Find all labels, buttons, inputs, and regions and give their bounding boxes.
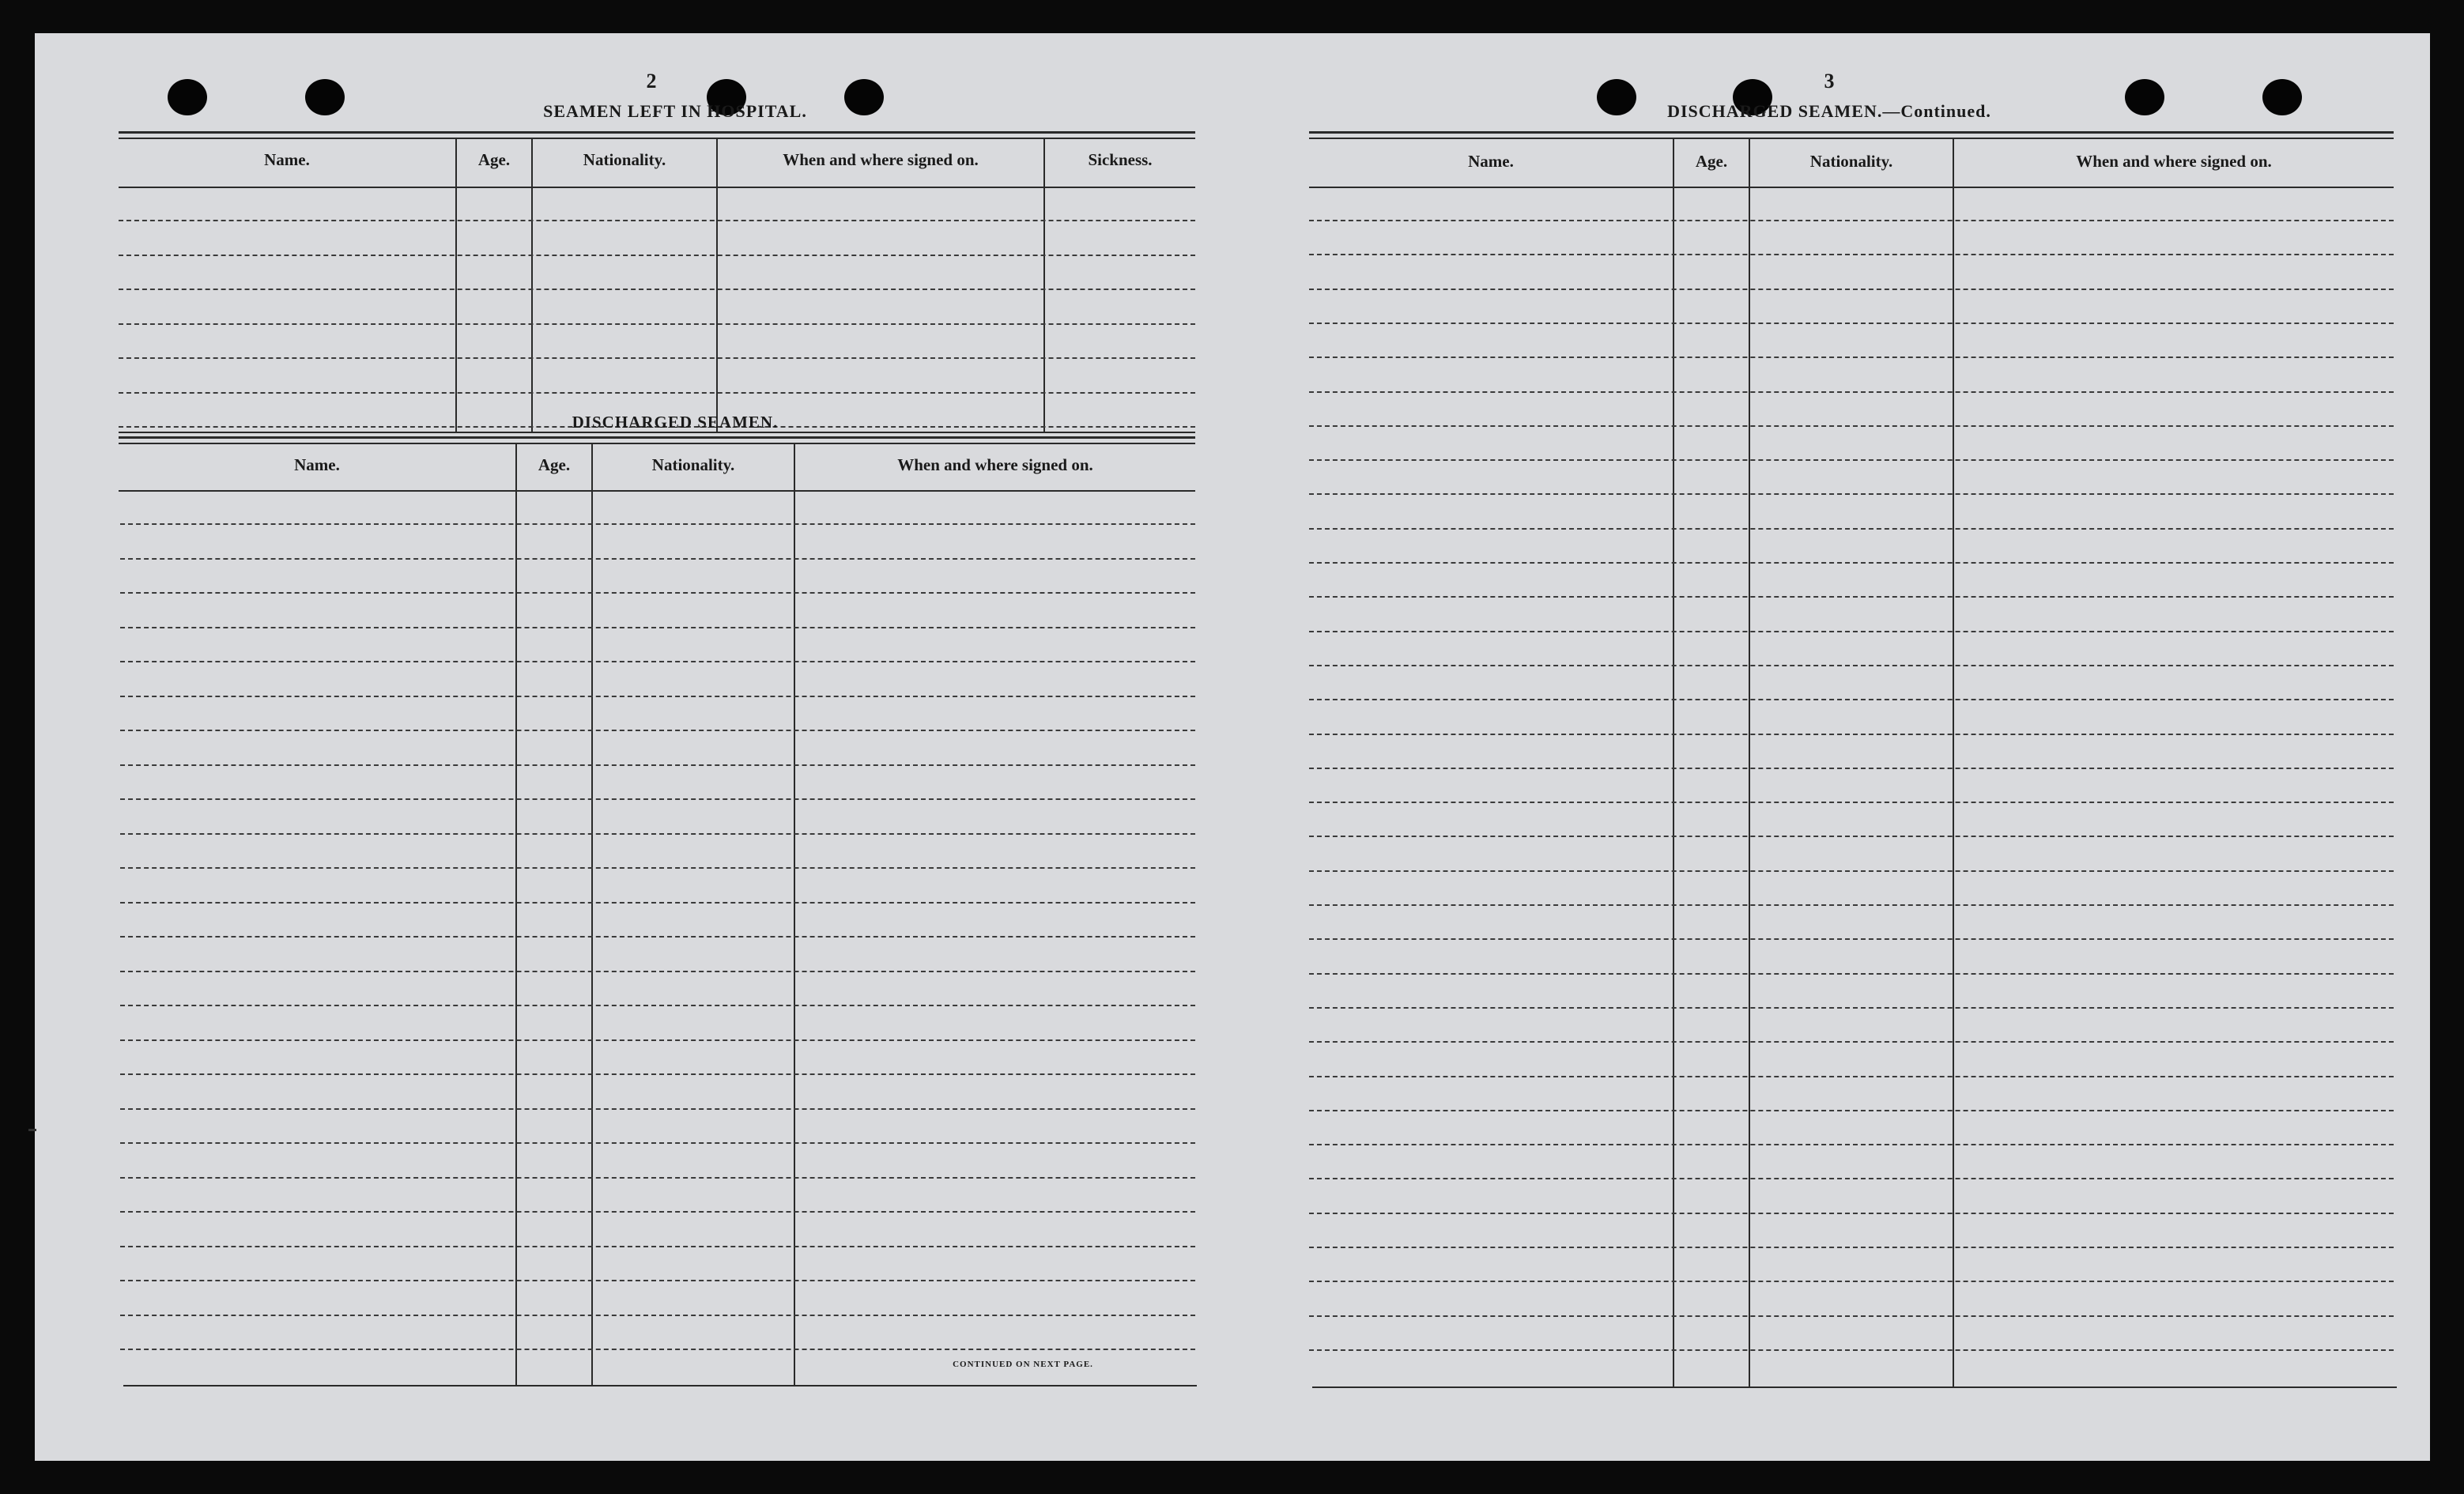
- ruled-line: [1309, 1349, 2394, 1351]
- ruled-line: [1309, 528, 2394, 530]
- col-header-name: Name.: [264, 150, 310, 169]
- ruled-line: [1309, 493, 2394, 495]
- ruled-line: [120, 1280, 1195, 1281]
- ruled-line: [1309, 870, 2394, 872]
- ruled-line: [1309, 1144, 2394, 1145]
- ruled-line: [1309, 1213, 2394, 1214]
- punch-hole: [2262, 79, 2302, 115]
- ruled-line: [119, 323, 1195, 325]
- ruled-line: [120, 1108, 1195, 1110]
- ruled-line: [119, 220, 1195, 221]
- col-header-age: Age.: [477, 150, 511, 169]
- col-header-name: Name.: [294, 455, 340, 474]
- discharged-section-title: DISCHARGED SEAMEN.: [572, 413, 779, 432]
- discharged-top-rule: [119, 436, 1195, 439]
- ruled-line: [120, 1142, 1195, 1144]
- ruled-line: [1309, 596, 2394, 598]
- ruled-line: [119, 392, 1195, 394]
- ruled-line: [120, 1005, 1195, 1006]
- ruled-line: [1309, 1281, 2394, 1282]
- ruled-line: [1309, 459, 2394, 461]
- ruled-line: [120, 764, 1195, 766]
- col-header-when-where: When and where signed on.: [897, 455, 1093, 474]
- ruled-line: [1309, 391, 2394, 393]
- ruled-line: [1309, 768, 2394, 769]
- ruled-line: [1309, 1247, 2394, 1248]
- ruled-line: [1309, 938, 2394, 940]
- ruled-line: [1309, 904, 2394, 906]
- ruled-line: [1309, 631, 2394, 632]
- ruled-line: [1309, 665, 2394, 666]
- ruled-line: [1309, 1110, 2394, 1111]
- ruled-line: [120, 867, 1195, 869]
- ruled-line: [1309, 699, 2394, 700]
- ruled-line: [120, 1315, 1195, 1316]
- ruled-line: [1309, 1178, 2394, 1179]
- ruled-line: [120, 1349, 1195, 1350]
- col-header-when-where: When and where signed on.: [2076, 152, 2272, 171]
- ruled-line: [1309, 1076, 2394, 1077]
- col-header-age: Age.: [1695, 152, 1728, 171]
- ruled-line: [120, 523, 1195, 525]
- ruled-line: [120, 592, 1195, 594]
- col-header-age: Age.: [538, 455, 571, 474]
- col-header-name: Name.: [1468, 152, 1514, 171]
- col-header-sickness: Sickness.: [1088, 150, 1153, 169]
- ruled-line: [1309, 357, 2394, 358]
- ruled-line: [1309, 425, 2394, 427]
- ruled-line: [1309, 1315, 2394, 1317]
- ruled-line: [120, 1039, 1195, 1041]
- discharged-continued-title: DISCHARGED SEAMEN.—Continued.: [1667, 101, 1991, 121]
- ruled-line: [120, 936, 1195, 938]
- ruled-line: [1309, 254, 2394, 255]
- ruled-line: [1309, 562, 2394, 564]
- right-page-number: 3: [1824, 70, 1835, 92]
- continued-footnote: CONTINUED ON NEXT PAGE.: [953, 1360, 1093, 1369]
- ruled-line: [119, 289, 1195, 290]
- ruled-line: [1309, 734, 2394, 735]
- ruled-line: [120, 730, 1195, 731]
- hospital-section-title: SEAMEN LEFT IN HOSPITAL.: [543, 101, 807, 121]
- ruled-line: [1309, 1007, 2394, 1009]
- col-header-when-where: When and where signed on.: [783, 150, 979, 169]
- ruled-line: [1309, 289, 2394, 290]
- ruled-line: [120, 627, 1195, 628]
- right-top-rule: [1309, 131, 2394, 134]
- ruled-line: [120, 833, 1195, 835]
- col-header-nationality: Nationality.: [583, 150, 666, 169]
- punch-hole: [168, 79, 207, 115]
- ruled-line: [120, 798, 1195, 800]
- ruled-line: [1309, 1041, 2394, 1043]
- ruled-line: [120, 971, 1195, 972]
- punch-hole: [305, 79, 345, 115]
- col-header-nationality: Nationality.: [651, 455, 735, 474]
- punch-hole: [2125, 79, 2164, 115]
- ruled-line: [1309, 973, 2394, 975]
- ruled-line: [119, 357, 1195, 359]
- left-page-number: 2: [646, 70, 657, 92]
- ruled-line: [1309, 323, 2394, 324]
- form-sheet: [35, 33, 2430, 1461]
- ruled-line: [120, 1073, 1195, 1075]
- ruled-line: [120, 558, 1195, 560]
- hospital-top-rule: [119, 131, 1195, 134]
- ruled-line: [1309, 836, 2394, 837]
- ruled-line: [1309, 802, 2394, 803]
- ruled-line: [120, 1177, 1195, 1179]
- col-header-nationality: Nationality.: [1809, 152, 1893, 171]
- ruled-line: [120, 902, 1195, 904]
- ruled-line: [120, 696, 1195, 697]
- ruled-line: [1309, 220, 2394, 221]
- ruled-line: [120, 1211, 1195, 1213]
- ruled-line: [119, 255, 1195, 256]
- ruled-line: [120, 1246, 1195, 1247]
- ruled-line: [120, 661, 1195, 662]
